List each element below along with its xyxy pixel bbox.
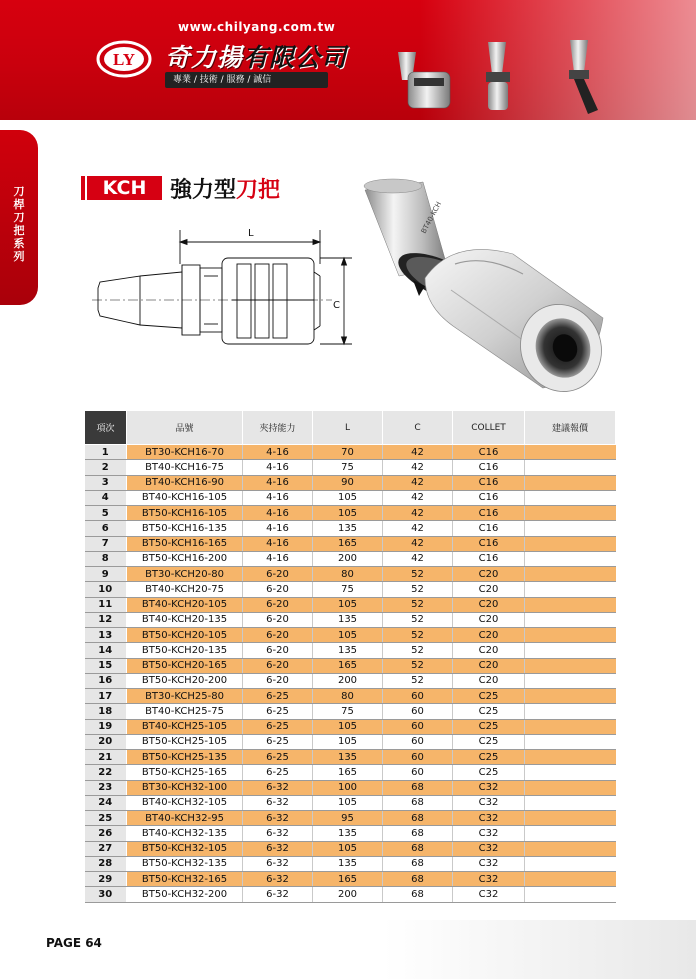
cell-clamping-range: 4-16 xyxy=(243,536,313,551)
table-row xyxy=(85,460,616,475)
cell-collet: C32 xyxy=(453,780,525,795)
cell-item-no: 29 xyxy=(85,872,127,887)
cell-item-no: 17 xyxy=(85,689,127,704)
cell-length: 105 xyxy=(313,795,383,810)
cell-collet: C16 xyxy=(453,490,525,505)
cell-part-no: BT50-KCH16-200 xyxy=(127,551,243,566)
cell-diameter: 68 xyxy=(383,887,453,902)
website-url[interactable]: www.chilyang.com.tw xyxy=(178,20,336,34)
cell-collet: C32 xyxy=(453,826,525,841)
cell-collet: C16 xyxy=(453,551,525,566)
cell-part-no: BT30-KCH20-80 xyxy=(127,567,243,582)
cell-length: 135 xyxy=(313,521,383,536)
cell-diameter: 68 xyxy=(383,811,453,826)
table-row xyxy=(85,872,616,887)
cell-suggested-price xyxy=(525,490,616,505)
cell-suggested-price xyxy=(525,704,616,719)
cell-length: 75 xyxy=(313,704,383,719)
cell-diameter: 60 xyxy=(383,689,453,704)
company-name-part2: 有限公司 xyxy=(243,43,348,72)
cell-part-no: BT50-KCH32-105 xyxy=(127,841,243,856)
cell-suggested-price xyxy=(525,460,616,475)
dimension-label-diameter: C xyxy=(333,300,340,311)
cell-part-no: BT40-KCH32-95 xyxy=(127,811,243,826)
cell-part-no: BT40-KCH16-90 xyxy=(127,475,243,490)
cell-collet: C20 xyxy=(453,567,525,582)
cell-diameter: 42 xyxy=(383,445,453,460)
cell-part-no: BT30-KCH25-80 xyxy=(127,689,243,704)
cell-length: 200 xyxy=(313,551,383,566)
footer-bar xyxy=(0,920,696,979)
cell-collet: C25 xyxy=(453,750,525,765)
cell-suggested-price xyxy=(525,597,616,612)
cell-clamping-range: 6-25 xyxy=(243,719,313,734)
cell-item-no: 8 xyxy=(85,551,127,566)
cell-suggested-price xyxy=(525,567,616,582)
dimension-label-length: L xyxy=(248,228,254,239)
table-row xyxy=(85,811,616,826)
photo-engraving: BT40-KCH xyxy=(419,200,444,235)
cell-suggested-price xyxy=(525,826,616,841)
cell-item-no: 26 xyxy=(85,826,127,841)
side-category-label: 刀桿刀把系列 xyxy=(13,185,25,263)
cell-collet: C25 xyxy=(453,719,525,734)
cell-clamping-range: 4-16 xyxy=(243,475,313,490)
cell-item-no: 10 xyxy=(85,582,127,597)
cell-suggested-price xyxy=(525,506,616,521)
cell-length: 200 xyxy=(313,673,383,688)
cell-length: 165 xyxy=(313,536,383,551)
cell-item-no: 12 xyxy=(85,612,127,627)
cell-length: 105 xyxy=(313,506,383,521)
cell-diameter: 52 xyxy=(383,673,453,688)
cell-suggested-price xyxy=(525,445,616,460)
cell-item-no: 6 xyxy=(85,521,127,536)
cell-clamping-range: 6-20 xyxy=(243,658,313,673)
cell-suggested-price xyxy=(525,811,616,826)
cell-clamping-range: 6-25 xyxy=(243,704,313,719)
page-number: PAGE 64 xyxy=(46,936,102,950)
cell-suggested-price xyxy=(525,536,616,551)
technical-drawing xyxy=(92,220,357,360)
product-title-main: 強力型 xyxy=(170,178,237,203)
cell-diameter: 60 xyxy=(383,750,453,765)
cell-collet: C32 xyxy=(453,795,525,810)
cell-item-no: 15 xyxy=(85,658,127,673)
cell-clamping-range: 6-32 xyxy=(243,872,313,887)
cell-item-no: 1 xyxy=(85,445,127,460)
cell-item-no: 20 xyxy=(85,734,127,749)
table-row xyxy=(85,841,616,856)
cell-clamping-range: 6-25 xyxy=(243,750,313,765)
cell-length: 135 xyxy=(313,826,383,841)
cell-suggested-price xyxy=(525,887,616,902)
cell-item-no: 4 xyxy=(85,490,127,505)
cell-suggested-price xyxy=(525,872,616,887)
cell-part-no: BT30-KCH32-100 xyxy=(127,780,243,795)
company-logo-icon xyxy=(96,40,152,78)
cell-diameter: 68 xyxy=(383,856,453,871)
cell-part-no: BT50-KCH16-105 xyxy=(127,506,243,521)
cell-part-no: BT40-KCH16-75 xyxy=(127,460,243,475)
cell-clamping-range: 6-32 xyxy=(243,841,313,856)
cell-part-no: BT50-KCH20-165 xyxy=(127,658,243,673)
cell-item-no: 21 xyxy=(85,750,127,765)
cell-diameter: 52 xyxy=(383,597,453,612)
cell-collet: C20 xyxy=(453,597,525,612)
cell-diameter: 60 xyxy=(383,719,453,734)
table-row xyxy=(85,643,616,658)
cell-suggested-price xyxy=(525,475,616,490)
cell-diameter: 42 xyxy=(383,551,453,566)
cell-clamping-range: 6-32 xyxy=(243,811,313,826)
cell-length: 135 xyxy=(313,750,383,765)
header-clamping-range: 夾持能力 xyxy=(243,411,313,445)
cell-clamping-range: 6-32 xyxy=(243,780,313,795)
cell-suggested-price xyxy=(525,765,616,780)
cell-collet: C25 xyxy=(453,734,525,749)
cell-diameter: 68 xyxy=(383,780,453,795)
table-row xyxy=(85,551,616,566)
cell-suggested-price xyxy=(525,795,616,810)
cell-clamping-range: 6-32 xyxy=(243,856,313,871)
cell-item-no: 30 xyxy=(85,887,127,902)
banner-tools-image xyxy=(388,22,688,117)
company-name xyxy=(165,38,347,74)
cell-item-no: 14 xyxy=(85,643,127,658)
cell-clamping-range: 4-16 xyxy=(243,445,313,460)
cell-item-no: 27 xyxy=(85,841,127,856)
cell-part-no: BT40-KCH20-75 xyxy=(127,582,243,597)
cell-collet: C16 xyxy=(453,521,525,536)
cell-suggested-price xyxy=(525,734,616,749)
table-row xyxy=(85,521,616,536)
cell-part-no: BT40-KCH16-105 xyxy=(127,490,243,505)
cell-diameter: 60 xyxy=(383,704,453,719)
cell-collet: C16 xyxy=(453,445,525,460)
cell-part-no: BT50-KCH32-200 xyxy=(127,887,243,902)
cell-suggested-price xyxy=(525,643,616,658)
cell-part-no: BT40-KCH25-75 xyxy=(127,704,243,719)
cell-item-no: 16 xyxy=(85,673,127,688)
cell-diameter: 42 xyxy=(383,490,453,505)
product-photo xyxy=(355,168,615,398)
cell-part-no: BT50-KCH25-165 xyxy=(127,765,243,780)
product-code-badge: KCH xyxy=(87,176,162,200)
table-row xyxy=(85,506,616,521)
table-row xyxy=(85,475,616,490)
header-item-no: 項次 xyxy=(85,411,127,445)
cell-length: 90 xyxy=(313,475,383,490)
cell-item-no: 24 xyxy=(85,795,127,810)
cell-diameter: 52 xyxy=(383,643,453,658)
cell-diameter: 52 xyxy=(383,628,453,643)
cell-suggested-price xyxy=(525,719,616,734)
cell-clamping-range: 6-20 xyxy=(243,567,313,582)
cell-collet: C32 xyxy=(453,856,525,871)
cell-collet: C20 xyxy=(453,673,525,688)
company-slogan: 專業 / 技術 / 服務 / 誠信 xyxy=(165,72,328,88)
header-diameter: C xyxy=(383,411,453,445)
cell-item-no: 23 xyxy=(85,780,127,795)
table-row xyxy=(85,597,616,612)
cell-collet: C20 xyxy=(453,628,525,643)
cell-diameter: 42 xyxy=(383,506,453,521)
cell-part-no: BT40-KCH25-105 xyxy=(127,719,243,734)
cell-clamping-range: 6-32 xyxy=(243,795,313,810)
cell-diameter: 42 xyxy=(383,460,453,475)
cell-length: 105 xyxy=(313,597,383,612)
cell-collet: C16 xyxy=(453,460,525,475)
cell-diameter: 60 xyxy=(383,734,453,749)
cell-length: 75 xyxy=(313,460,383,475)
cell-length: 80 xyxy=(313,567,383,582)
cell-length: 135 xyxy=(313,612,383,627)
cell-collet: C32 xyxy=(453,887,525,902)
logo-text: LY xyxy=(112,50,136,69)
cell-suggested-price xyxy=(525,521,616,536)
cell-length: 105 xyxy=(313,734,383,749)
cell-item-no: 28 xyxy=(85,856,127,871)
cell-clamping-range: 6-20 xyxy=(243,612,313,627)
cell-part-no: BT30-KCH16-70 xyxy=(127,445,243,460)
header-length: L xyxy=(313,411,383,445)
cell-suggested-price xyxy=(525,658,616,673)
cell-length: 100 xyxy=(313,780,383,795)
cell-diameter: 52 xyxy=(383,582,453,597)
cell-clamping-range: 6-25 xyxy=(243,765,313,780)
cell-item-no: 9 xyxy=(85,567,127,582)
cell-collet: C16 xyxy=(453,506,525,521)
cell-item-no: 13 xyxy=(85,628,127,643)
cell-item-no: 19 xyxy=(85,719,127,734)
cell-item-no: 2 xyxy=(85,460,127,475)
cell-suggested-price xyxy=(525,750,616,765)
cell-clamping-range: 6-32 xyxy=(243,887,313,902)
table-row xyxy=(85,490,616,505)
spec-table xyxy=(84,410,616,903)
cell-length: 135 xyxy=(313,856,383,871)
cell-suggested-price xyxy=(525,582,616,597)
cell-length: 135 xyxy=(313,643,383,658)
cell-diameter: 42 xyxy=(383,475,453,490)
cell-length: 105 xyxy=(313,490,383,505)
cell-suggested-price xyxy=(525,612,616,627)
cell-length: 95 xyxy=(313,811,383,826)
cell-diameter: 52 xyxy=(383,612,453,627)
table-header-row xyxy=(85,411,616,445)
cell-diameter: 52 xyxy=(383,567,453,582)
table-row xyxy=(85,826,616,841)
cell-collet: C20 xyxy=(453,658,525,673)
cell-part-no: BT50-KCH25-105 xyxy=(127,734,243,749)
cell-length: 165 xyxy=(313,658,383,673)
cell-part-no: BT50-KCH32-135 xyxy=(127,856,243,871)
cell-clamping-range: 6-25 xyxy=(243,689,313,704)
cell-part-no: BT50-KCH20-200 xyxy=(127,673,243,688)
cell-part-no: BT50-KCH16-165 xyxy=(127,536,243,551)
table-row xyxy=(85,628,616,643)
cell-length: 70 xyxy=(313,445,383,460)
header-collet: COLLET xyxy=(453,411,525,445)
cell-collet: C20 xyxy=(453,643,525,658)
header-part-no: 品號 xyxy=(127,411,243,445)
cell-part-no: BT40-KCH32-105 xyxy=(127,795,243,810)
header-suggested-price: 建議報價 xyxy=(525,411,616,445)
cell-clamping-range: 4-16 xyxy=(243,490,313,505)
cell-collet: C32 xyxy=(453,841,525,856)
cell-part-no: BT50-KCH20-135 xyxy=(127,643,243,658)
cell-diameter: 68 xyxy=(383,872,453,887)
cell-item-no: 11 xyxy=(85,597,127,612)
cell-length: 75 xyxy=(313,582,383,597)
cell-item-no: 18 xyxy=(85,704,127,719)
cell-suggested-price xyxy=(525,841,616,856)
cell-collet: C16 xyxy=(453,475,525,490)
cell-diameter: 68 xyxy=(383,826,453,841)
table-row xyxy=(85,536,616,551)
cell-suggested-price xyxy=(525,780,616,795)
cell-item-no: 5 xyxy=(85,506,127,521)
cell-suggested-price xyxy=(525,689,616,704)
table-row xyxy=(85,795,616,810)
cell-length: 165 xyxy=(313,765,383,780)
product-title xyxy=(170,173,280,204)
cell-clamping-range: 6-20 xyxy=(243,643,313,658)
cell-collet: C25 xyxy=(453,704,525,719)
cell-length: 105 xyxy=(313,628,383,643)
cell-part-no: BT50-KCH16-135 xyxy=(127,521,243,536)
cell-clamping-range: 6-25 xyxy=(243,734,313,749)
cell-suggested-price xyxy=(525,673,616,688)
table-row xyxy=(85,750,616,765)
cell-part-no: BT40-KCH32-135 xyxy=(127,826,243,841)
cell-clamping-range: 4-16 xyxy=(243,521,313,536)
cell-item-no: 3 xyxy=(85,475,127,490)
cell-collet: C25 xyxy=(453,689,525,704)
cell-collet: C16 xyxy=(453,536,525,551)
cell-collet: C32 xyxy=(453,872,525,887)
cell-length: 80 xyxy=(313,689,383,704)
cell-item-no: 22 xyxy=(85,765,127,780)
cell-clamping-range: 6-20 xyxy=(243,628,313,643)
cell-part-no: BT50-KCH32-165 xyxy=(127,872,243,887)
cell-diameter: 42 xyxy=(383,536,453,551)
table-row xyxy=(85,780,616,795)
table-row xyxy=(85,612,616,627)
cell-collet: C20 xyxy=(453,582,525,597)
table-row xyxy=(85,856,616,871)
cell-clamping-range: 4-16 xyxy=(243,460,313,475)
cell-length: 105 xyxy=(313,719,383,734)
cell-clamping-range: 6-32 xyxy=(243,826,313,841)
cell-suggested-price xyxy=(525,628,616,643)
cell-clamping-range: 6-20 xyxy=(243,582,313,597)
cell-part-no: BT40-KCH20-135 xyxy=(127,612,243,627)
table-row xyxy=(85,734,616,749)
cell-diameter: 68 xyxy=(383,795,453,810)
cell-length: 105 xyxy=(313,841,383,856)
cell-diameter: 68 xyxy=(383,841,453,856)
table-row xyxy=(85,887,616,902)
table-row xyxy=(85,658,616,673)
cell-part-no: BT40-KCH20-105 xyxy=(127,597,243,612)
cell-clamping-range: 4-16 xyxy=(243,551,313,566)
cell-suggested-price xyxy=(525,551,616,566)
header-banner xyxy=(0,0,696,120)
table-row xyxy=(85,765,616,780)
table-row xyxy=(85,567,616,582)
cell-clamping-range: 6-20 xyxy=(243,673,313,688)
table-row xyxy=(85,704,616,719)
cell-clamping-range: 6-20 xyxy=(243,597,313,612)
table-row xyxy=(85,689,616,704)
company-name-part1: 奇力揚 xyxy=(165,43,244,72)
cell-diameter: 52 xyxy=(383,658,453,673)
cell-suggested-price xyxy=(525,856,616,871)
cell-item-no: 25 xyxy=(85,811,127,826)
table-row xyxy=(85,582,616,597)
cell-diameter: 42 xyxy=(383,521,453,536)
table-row xyxy=(85,719,616,734)
cell-diameter: 60 xyxy=(383,765,453,780)
product-title-accent: 刀把 xyxy=(236,178,281,203)
table-row xyxy=(85,445,616,460)
cell-length: 165 xyxy=(313,872,383,887)
cell-length: 200 xyxy=(313,887,383,902)
cell-part-no: BT50-KCH25-135 xyxy=(127,750,243,765)
cell-item-no: 7 xyxy=(85,536,127,551)
cell-collet: C25 xyxy=(453,765,525,780)
table-row xyxy=(85,673,616,688)
cell-collet: C20 xyxy=(453,612,525,627)
cell-clamping-range: 4-16 xyxy=(243,506,313,521)
cell-part-no: BT50-KCH20-105 xyxy=(127,628,243,643)
cell-collet: C32 xyxy=(453,811,525,826)
